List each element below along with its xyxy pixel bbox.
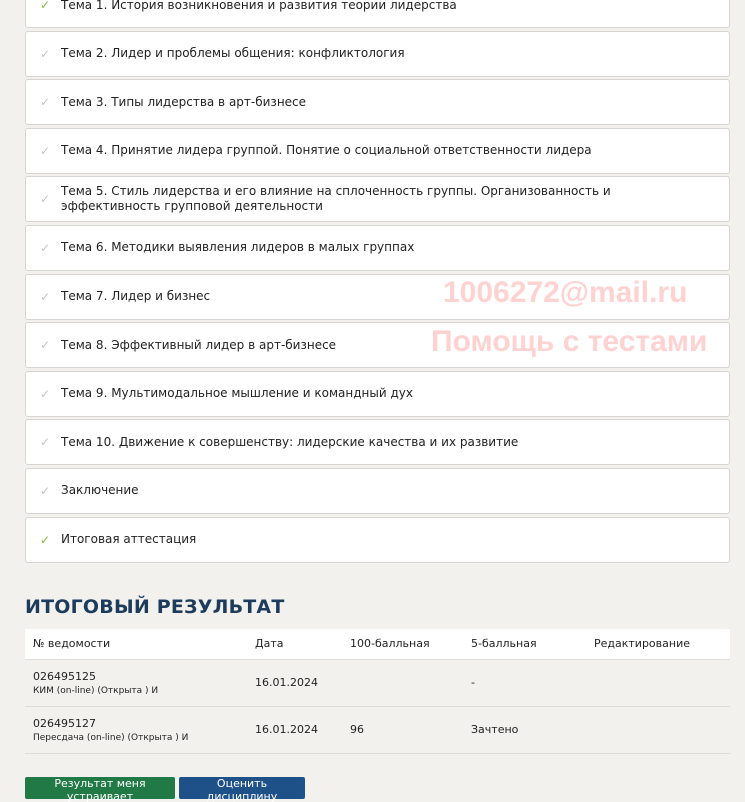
check-icon: ✓ xyxy=(40,483,51,498)
rate-discipline-button[interactable]: Оценить дисциплину xyxy=(179,777,305,799)
check-icon: ✓ xyxy=(40,0,51,12)
topic-label: Тема 3. Типы лидерства в арт-бизнесе xyxy=(61,94,307,109)
sheet-date: 16.01.2024 xyxy=(255,723,318,736)
topic-label: Тема 7. Лидер и бизнес xyxy=(61,289,211,304)
check-icon: ✓ xyxy=(40,143,51,158)
topic-item[interactable] xyxy=(25,468,730,514)
topic-label: Тема 9. Мультимодальное мышление и командный дух xyxy=(61,386,413,401)
sheet-number: 026495125 xyxy=(33,669,96,683)
topic-label: Тема 5. Стиль лидерства и его влияние на сплоченность группы. Организованность и эффективность групповой деятельности xyxy=(61,184,611,214)
topic-label: Тема 2. Лидер и проблемы общения: конфликтология xyxy=(61,46,405,61)
score-100: 96 xyxy=(350,723,364,736)
topic-item[interactable] xyxy=(25,371,730,417)
check-icon: ✓ xyxy=(40,46,51,61)
topic-label: Заключение xyxy=(61,483,139,498)
table-header-row xyxy=(25,629,730,659)
topic-label: Тема 4. Принятие лидера группой. Понятие о социальной ответственности лидера xyxy=(61,143,592,158)
sheet-number: 026495127 xyxy=(33,716,96,730)
topic-item[interactable] xyxy=(25,176,730,222)
sheet-type: Пересдача (on-line) (Открыта ) И xyxy=(33,732,189,743)
col-score5: 5-балльная xyxy=(463,629,586,659)
topic-item[interactable] xyxy=(25,0,730,28)
check-icon: ✓ xyxy=(40,435,51,450)
topic-label: Итоговая аттестация xyxy=(61,532,197,547)
accept-result-button[interactable]: Результат меня устраивает xyxy=(25,777,175,799)
check-icon: ✓ xyxy=(40,386,51,401)
check-icon: ✓ xyxy=(40,192,51,207)
topic-item[interactable] xyxy=(25,128,730,174)
watermark-text: Помощь с тестами xyxy=(431,325,708,358)
check-icon: ✓ xyxy=(40,532,51,547)
topic-label: Тема 6. Методики выявления лидеров в малых группах xyxy=(61,240,415,255)
edit-cell xyxy=(586,659,730,706)
results-table xyxy=(25,629,730,754)
score-5: - xyxy=(471,676,475,689)
topic-item[interactable] xyxy=(25,274,730,320)
topic-item[interactable] xyxy=(25,225,730,271)
topic-list xyxy=(25,0,730,565)
watermark-email: 1006272@mail.ru xyxy=(443,276,688,309)
score-5: Зачтено xyxy=(471,723,519,736)
edit-cell xyxy=(586,706,730,753)
check-icon: ✓ xyxy=(40,240,51,255)
col-number: № ведомости xyxy=(25,629,247,659)
col-date: Дата xyxy=(247,629,342,659)
section-title: ИТОГОВЫЙ РЕЗУЛЬТАТ xyxy=(25,596,285,618)
sheet-type: КИМ (on-line) (Открыта ) И xyxy=(33,685,159,696)
topic-label: Тема 8. Эффективный лидер в арт-бизнесе xyxy=(61,337,337,352)
table-row xyxy=(25,706,730,753)
topic-item[interactable] xyxy=(25,517,730,563)
table-row xyxy=(25,659,730,706)
topic-label: Тема 1. История возникновения и развития теории лидерства xyxy=(61,0,457,12)
topic-label: Тема 10. Движение к совершенству: лидерские качества и их развитие xyxy=(61,434,519,449)
check-icon: ✓ xyxy=(40,95,51,110)
col-edit: Редактирование xyxy=(586,629,730,659)
check-icon: ✓ xyxy=(40,338,51,353)
score-100 xyxy=(342,659,463,706)
check-icon: ✓ xyxy=(40,289,51,304)
topic-item[interactable] xyxy=(25,31,730,77)
sheet-date: 16.01.2024 xyxy=(255,676,318,689)
col-score100: 100-балльная xyxy=(342,629,463,659)
topic-item[interactable] xyxy=(25,419,730,465)
topic-item[interactable] xyxy=(25,322,730,368)
topic-item[interactable] xyxy=(25,79,730,125)
